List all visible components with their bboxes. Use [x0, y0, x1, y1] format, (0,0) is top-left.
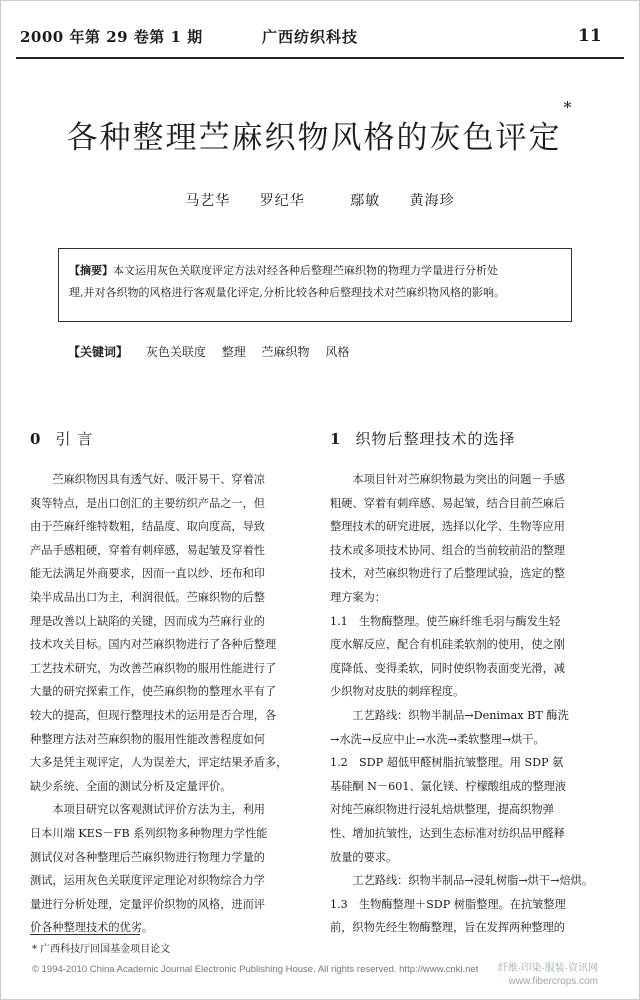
body-text-line: 量进行分析处理，定量评价织物的风格，进而评 — [30, 897, 265, 911]
section-heading-intro — [30, 428, 93, 449]
section-heading-finishing — [330, 428, 515, 449]
footnote-rule — [30, 934, 140, 935]
right-column-body — [330, 468, 612, 940]
abstract-text: 本文运用灰色关联度评定方法对经各种后整理苎麻织物的物理力学量进行分析处 — [113, 264, 498, 277]
body-text-line: 种整理方法对苎麻织物的服用性能改善程度如何 — [30, 732, 265, 746]
section-title: 引 言 — [55, 430, 94, 448]
body-text-line: 理方案为： — [330, 590, 386, 604]
issue-info: 2000 年第 29 卷第 1 期 — [20, 28, 203, 46]
body-text-line: 缺少系统、全面的测试分析及定量评价。 — [30, 779, 232, 793]
body-text-line: 少织物对皮肤的刺痒程度。 — [330, 685, 465, 699]
body-text-line: 理是改善以上缺陷的关键，因而成为苎麻行业的 — [30, 614, 265, 628]
body-text-line: 工艺技术研究，为改善苎麻织物的服用性能进行了 — [30, 661, 277, 675]
body-text-line: 能无法满足外商要求，因而一直以纱、坯布和印 — [30, 567, 265, 581]
body-text-line: 本项目研究以客观测试评价方法为主，利用 — [30, 803, 265, 817]
author: 罗纪华 — [259, 193, 305, 209]
abstract-label: 【摘要】 — [69, 264, 113, 277]
body-text-line: 1.3 生物酶整理＋SDP 树脂整理。在抗皱整理 — [330, 897, 566, 911]
body-text-line: 1.1 生物酶整理。使苎麻纤维毛羽与酶发生轻 — [330, 614, 561, 628]
body-text-line: 测试仪对各种整理后苎麻织物进行物理力学量的 — [30, 850, 265, 864]
body-text-line: 大多是凭主观评定，人为误差大，评定结果矛盾多， — [30, 756, 288, 770]
body-text-line: 苎麻织物因具有透气好、吸汗易干、穿着凉 — [30, 473, 265, 486]
paper-title — [0, 98, 640, 157]
copyright-notice: © 1994-2010 China Academic Journal Electronic Publishing House. All rights reserved. http://www.cnki.net — [32, 964, 479, 975]
section-number: 1 — [330, 430, 342, 448]
body-text-line: 对纯苎麻织物进行浸轧焙烘整理，提高织物弹 — [330, 803, 554, 817]
body-text-line: 粗硬、穿着有刺痒感、易起皱，结合目前苎麻后 — [330, 496, 565, 510]
body-text-line: 爽等特点，是出口创汇的主要纺织产品之一，但 — [30, 496, 265, 510]
keywords-label: 【关键词】 — [68, 345, 129, 359]
body-text-line: 放量的要求。 — [330, 850, 398, 864]
keyword: 整理 — [221, 345, 246, 359]
site-watermark — [498, 962, 598, 988]
footnote: * 广西科技厅回国基金项目论文 — [32, 944, 171, 955]
body-text-line: 由于苎麻纤维特数粗，结晶度、取向度高，导致 — [30, 520, 265, 534]
body-text-line: 较大的提高，但现行整理技术的运用是否合理，各 — [30, 708, 277, 722]
body-text-line: 本项目针对苎麻织物最为突出的问题－手感 — [330, 473, 565, 486]
watermark-url: www.fibercrops.com — [508, 976, 598, 987]
keyword: 风格 — [325, 345, 350, 359]
journal-name: 广西纺织科技 — [262, 28, 359, 46]
body-text-line: 技术或多项技术协同、组合的当前较前沿的整理 — [330, 543, 565, 557]
body-text-line: 性、增加抗皱性，达到生态标准对纺织品甲醛释 — [330, 826, 565, 840]
title-footnote-mark: * — [563, 98, 574, 117]
header-rule — [16, 57, 624, 59]
left-column-body — [30, 468, 306, 940]
body-text-line: 工艺路线：织物半制品→Denimax BT 酶洗 — [330, 708, 569, 722]
section-number: 0 — [30, 430, 42, 448]
body-text-line: 1.2 SDP 超低甲醛树脂抗皱整理。用 SDP 氨 — [330, 756, 564, 770]
body-text-line: 产品手感粗硬，穿着有刺痒感，易起皱及穿着性 — [30, 543, 265, 557]
abstract-text: 理,并对各织物的风格进行客观量化评定,分析比较各种后整理技术对苎麻织物风格的影响。 — [69, 286, 505, 299]
body-text-line: 基硅酮 N－601、氯化镁、柠檬酸组成的整理液 — [330, 779, 567, 793]
body-text-line: 整理技术的研究进展，选择以化学、生物等应用 — [330, 520, 565, 534]
body-text-line: 染半成品出口为主，利润很低。苎麻织物的后整 — [30, 590, 265, 604]
body-text-line: 工艺路线：织物半制品→浸轧树脂→烘干→焙烘。 — [330, 874, 594, 888]
paper-title-text: 各种整理苎麻织物风格的灰色评定 — [66, 120, 562, 156]
body-text-line: 技术，对苎麻织物进行了后整理试验，选定的整 — [330, 567, 565, 581]
section-title: 织物后整理技术的选择 — [355, 430, 516, 448]
abstract-line — [69, 260, 561, 282]
body-text-line: 技术攻关目标。国内对苎麻织物进行了各种后整理 — [30, 638, 277, 652]
body-text-line: 度水解反应，配合有机硅柔软剂的使用，使之刚 — [330, 638, 565, 652]
author: 黄海珍 — [409, 193, 455, 209]
body-text-line: 日本川端 KES－FB 系列织物多种物理力学性能 — [30, 826, 268, 840]
keywords — [68, 343, 361, 360]
keyword: 苎麻织物 — [261, 345, 310, 359]
watermark-line: 纤维·印染·服装·资讯网 — [498, 963, 598, 974]
body-text-line: 前，织物先经生物酶整理，旨在发挥两种整理的 — [330, 921, 565, 935]
page-number: 11 — [578, 26, 602, 46]
abstract-box — [58, 248, 572, 322]
author: 鄢敏 — [350, 193, 381, 209]
body-text-line: 大量的研究探索工作，使苎麻织物的整理水平有了 — [30, 685, 277, 699]
body-text-line: 度降低、变得柔软，同时使织物表面变光滑，减 — [330, 661, 565, 675]
body-text-line: 测试，运用灰色关联度评定理论对织物综合力学 — [30, 874, 265, 888]
body-text-line: 价各种整理技术的优劣。 — [30, 921, 154, 935]
keyword: 灰色关联度 — [145, 345, 206, 359]
author: 马艺华 — [185, 193, 231, 209]
author-list — [0, 190, 640, 210]
body-text-line: →水洗→反应中止→水洗→柔软整理→烘干。 — [330, 732, 545, 746]
